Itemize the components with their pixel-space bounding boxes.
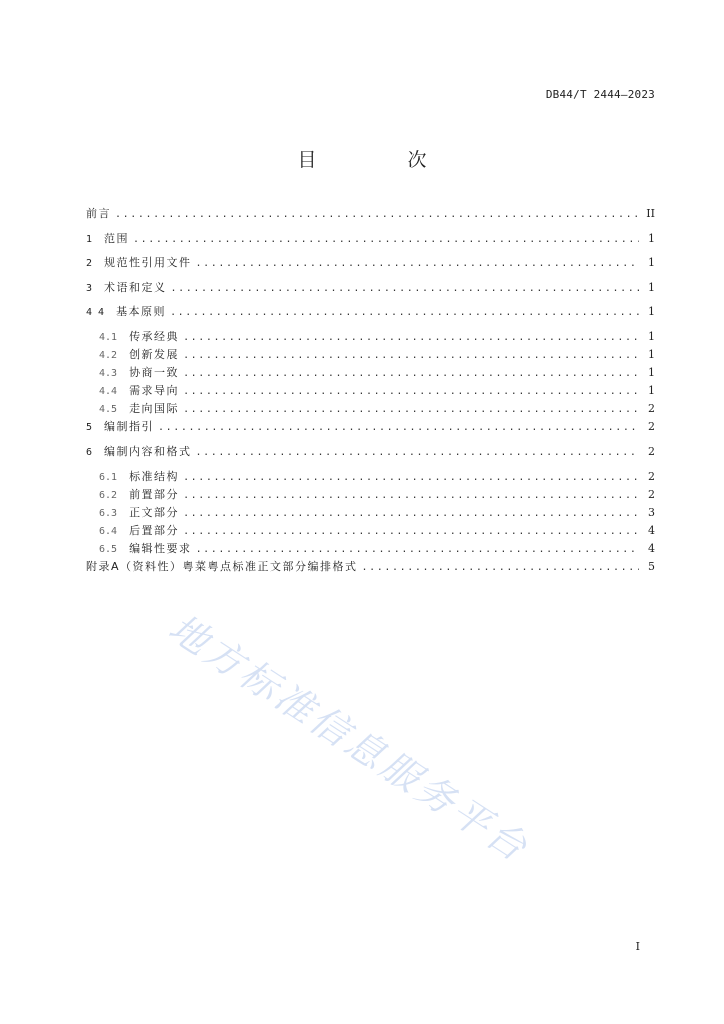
toc-entry-label: 编制指引 — [104, 420, 155, 434]
toc-entry-label: 附录A（资料性）粤菜粤点标准正文部分编排格式 — [86, 560, 358, 574]
toc-dot-leader — [183, 366, 639, 382]
toc-dot-leader — [115, 207, 639, 223]
toc-entry-label: 基本原则 — [116, 305, 167, 319]
toc-dot-leader — [196, 256, 639, 272]
toc-entry-page: II — [646, 207, 655, 220]
toc-entry-label: 前言 — [86, 207, 111, 220]
toc-entry-label: 规范性引用文件 — [104, 256, 192, 270]
toc-subentry[interactable] — [86, 487, 655, 505]
toc-entry-number: 4.1 — [99, 331, 118, 343]
toc-entry[interactable] — [86, 419, 655, 444]
toc-subentry[interactable] — [86, 505, 655, 523]
toc-entry-page: 1 — [648, 384, 655, 398]
toc-entry-page: 1 — [648, 256, 655, 270]
toc-dot-leader — [170, 305, 639, 321]
toc-entry-label: 编制内容和格式 — [104, 445, 192, 459]
toc-subentry[interactable] — [86, 401, 655, 419]
toc-dot-leader — [171, 281, 639, 297]
toc-entry-page: 2 — [648, 420, 655, 434]
toc-entry[interactable] — [86, 206, 655, 231]
toc-entry-page: 2 — [648, 402, 655, 416]
toc-entry-label: 标准结构 — [129, 469, 180, 483]
toc-entry-label: 传承经典 — [129, 329, 180, 343]
toc-entry[interactable] — [86, 444, 655, 469]
toc-dot-leader — [183, 470, 639, 486]
toc-entry-number: 3 — [86, 282, 93, 294]
toc-entry-page: 2 — [648, 469, 655, 483]
toc-entry[interactable] — [86, 304, 655, 329]
toc-dot-leader — [183, 348, 639, 364]
toc-dot-leader — [183, 524, 639, 540]
toc-entry-number: 6.2 — [99, 489, 118, 501]
toc-entry-label: 编辑性要求 — [129, 542, 192, 555]
toc-dot-leader — [158, 420, 639, 436]
toc-entry-label: 走向国际 — [129, 402, 180, 416]
toc-entry-label: 正文部分 — [129, 505, 180, 519]
toc-subentry[interactable] — [86, 469, 655, 487]
toc-entry-label: 后置部分 — [129, 523, 180, 537]
toc-entry[interactable] — [86, 280, 655, 305]
document-code: DB44/T 2444—2023 — [545, 88, 655, 101]
toc-entry-number: 2 — [86, 258, 93, 270]
toc-entry-page: 1 — [648, 280, 655, 294]
toc-dot-leader — [183, 384, 639, 400]
toc-entry-page: 1 — [648, 348, 655, 362]
toc-entry[interactable] — [86, 255, 655, 280]
toc-entry-page: 1 — [648, 231, 655, 245]
toc-entry-page: 1 — [648, 305, 655, 319]
toc-entry-label: 协商一致 — [129, 366, 180, 380]
toc-entry-label: 术语和定义 — [104, 280, 167, 294]
toc-dot-leader — [196, 542, 639, 558]
toc-dot-leader — [183, 330, 639, 346]
toc-entry-page: 4 — [648, 523, 655, 537]
toc-dot-leader — [362, 560, 639, 576]
toc-entry-number: 6.3 — [99, 507, 118, 519]
toc-subentry[interactable] — [86, 329, 655, 347]
toc-entry-number: 6.5 — [99, 544, 118, 555]
toc-entry-number: 4.5 — [99, 404, 118, 416]
toc-entry[interactable] — [86, 231, 655, 256]
toc-entry-page: 2 — [648, 487, 655, 501]
toc-dot-leader — [183, 488, 639, 504]
toc-entry-number: 6 — [86, 447, 93, 459]
toc-entry[interactable] — [86, 559, 655, 584]
toc-subentry[interactable] — [86, 523, 655, 541]
toc-entry-number: 4.3 — [99, 368, 118, 380]
toc-entry-page: 3 — [648, 505, 655, 519]
toc-dot-leader — [196, 445, 639, 461]
toc-dot-leader — [183, 506, 639, 522]
toc-entry-number: 6.1 — [99, 471, 118, 483]
toc-entry-number: 1 — [86, 233, 93, 245]
watermark: 地方标准信息服务平台 — [161, 605, 538, 872]
toc-entry-page: 4 — [648, 542, 655, 555]
toc-subentry[interactable] — [86, 541, 655, 559]
toc-entry-page: 5 — [648, 560, 655, 574]
toc-entry-label: 创新发展 — [129, 348, 180, 362]
toc-subentry[interactable] — [86, 347, 655, 365]
toc-entry-number: 4.4 — [99, 386, 118, 398]
toc-entry-label: 前置部分 — [129, 487, 180, 501]
toc-entry-number: 5 — [86, 422, 93, 434]
toc-entry-page: 1 — [648, 329, 655, 343]
toc-dot-leader — [183, 402, 639, 418]
page-title: 目 次 — [297, 149, 463, 171]
toc-entry-label: 范围 — [104, 231, 130, 245]
table-of-contents — [86, 206, 655, 584]
toc-entry-page: 2 — [648, 445, 655, 459]
toc-entry-number: 4.2 — [99, 350, 118, 362]
toc-subentry[interactable] — [86, 383, 655, 401]
toc-entry-number: 4 4 — [86, 307, 105, 319]
toc-entry-label: 需求导向 — [129, 384, 180, 398]
page-number: I — [635, 940, 640, 953]
toc-subentry[interactable] — [86, 365, 655, 383]
toc-entry-number: 6.4 — [99, 525, 118, 537]
toc-dot-leader — [133, 232, 639, 248]
toc-entry-page: 1 — [648, 366, 655, 380]
